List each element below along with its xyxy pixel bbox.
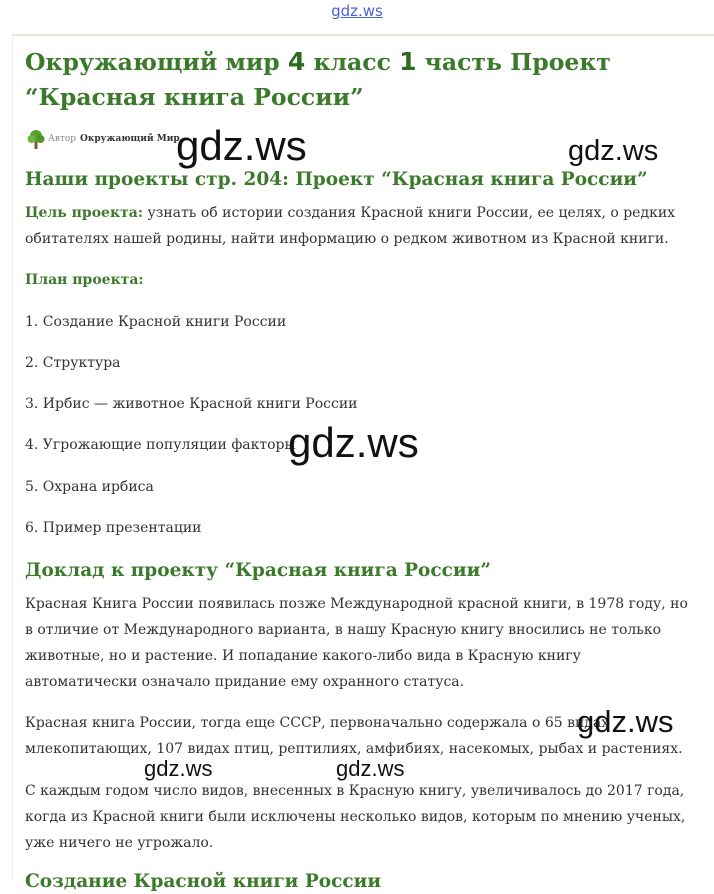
title-part-1: Окружающий мир <box>25 48 288 76</box>
plan-item-5: 5. Охрана ирбиса <box>25 479 154 495</box>
report-paragraph-2: Красная книга России, тогда еще СССР, первоначально содержала о 65 видах млекопитающих, 107 видах птиц, рептилиях, амфибиях, насекомых, рыбах и растениях. <box>25 715 683 757</box>
project-goal <box>25 200 695 252</box>
section-heading-report: Доклад к проекту “Красная книга России” <box>25 560 491 581</box>
goal-text: узнать об истории создания Красной книги России, ее целях, о редких обитателях нашей родины, найти информацию о редком животном из Красной книги. <box>25 205 676 247</box>
left-divider <box>12 34 13 881</box>
section-heading-creation: Создание Красной книги России <box>25 871 382 892</box>
plan-item-6: 6. Пример презентации <box>25 520 202 536</box>
section-heading-projects: Наши проекты стр. 204: Проект “Красная книга России” <box>25 169 648 190</box>
watermark: gdz.ws <box>144 756 213 781</box>
title-part-3: часть Проект “Красная книга России” <box>25 48 611 111</box>
title-grade: 4 <box>287 47 306 76</box>
article-title <box>25 44 695 115</box>
author-label: Автор <box>48 134 77 144</box>
goal-label: Цель проекта: <box>25 205 143 221</box>
author-name[interactable]: Окружающий Мир <box>80 134 180 144</box>
watermark: gdz.ws <box>336 756 405 781</box>
site-link[interactable]: gdz.ws <box>331 2 383 20</box>
report-paragraph-3: С каждым годом число видов, внесенных в Красную книгу, увеличивалось до 2017 года, когда из Красной книги были исключены несколько видов, которым по мнению ученых, уже ничего не угрожало. <box>25 783 686 851</box>
watermark: gdz.ws <box>577 704 674 739</box>
title-part-2: класс <box>305 48 400 76</box>
tree-icon <box>25 128 47 150</box>
watermark: gdz.ws <box>568 135 659 167</box>
plan-item-3: 3. Ирбис — животное Красной книги России <box>25 396 358 412</box>
plan-item-2: 2. Структура <box>25 355 121 371</box>
plan-item-1: 1. Создание Красной книги России <box>25 314 287 330</box>
plan-label: План проекта: <box>25 272 144 288</box>
watermark: gdz.ws <box>288 419 419 466</box>
title-part-number: 1 <box>399 47 417 76</box>
top-divider <box>12 34 714 36</box>
watermark: gdz.ws <box>176 122 307 169</box>
report-paragraph-1: Красная Книга России появилась позже Международной красной книги, в 1978 году, но в отличие от Международного варианта, в нашу Красную книгу вносились не только животные, но и растение. И попадание какого-либо вида в Красную книгу автоматически означало придание ему охранного статуса. <box>25 596 688 690</box>
plan-item-4: 4. Угрожающие популяции факторы <box>25 437 296 453</box>
